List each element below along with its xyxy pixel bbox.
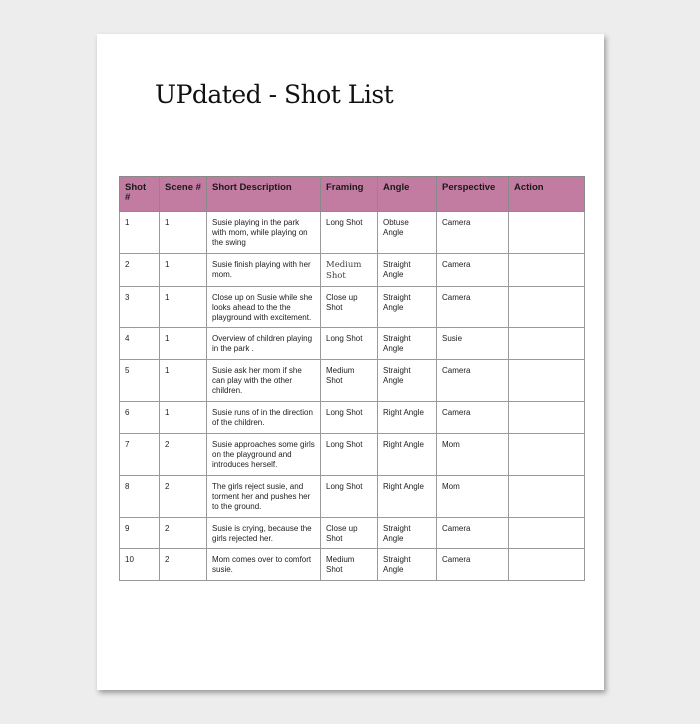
document-page — [97, 34, 604, 690]
table-row — [120, 402, 585, 434]
cell-scene: 1 — [160, 212, 207, 254]
cell-framing: Medium Shot — [321, 254, 378, 287]
cell-description: Susie playing in the park with mom, while playing on the swing — [207, 212, 321, 254]
cell-perspective: Camera — [437, 254, 509, 287]
cell-framing: Long Shot — [321, 434, 378, 476]
table-row — [120, 476, 585, 518]
cell-scene: 2 — [160, 549, 207, 581]
cell-framing: Medium Shot — [321, 549, 378, 581]
cell-angle: Straight Angle — [378, 518, 437, 549]
cell-shot: 9 — [120, 518, 160, 549]
cell-description: Susie ask her mom if she can play with the other children. — [207, 360, 321, 402]
cell-action — [509, 402, 585, 434]
table-row — [120, 254, 585, 287]
cell-description: Overview of children playing in the park . — [207, 328, 321, 360]
cell-action — [509, 328, 585, 360]
document-title: UPdated - Shot List — [155, 80, 394, 109]
table-header-row — [120, 177, 585, 212]
header-scene: Scene # — [160, 177, 207, 212]
cell-perspective: Camera — [437, 360, 509, 402]
cell-angle: Straight Angle — [378, 254, 437, 287]
cell-action — [509, 287, 585, 328]
cell-framing: Long Shot — [321, 328, 378, 360]
cell-action — [509, 254, 585, 287]
cell-scene: 1 — [160, 328, 207, 360]
cell-angle: Right Angle — [378, 434, 437, 476]
cell-angle: Straight Angle — [378, 287, 437, 328]
cell-shot: 1 — [120, 212, 160, 254]
cell-framing: Long Shot — [321, 402, 378, 434]
cell-scene: 2 — [160, 518, 207, 549]
cell-framing: Long Shot — [321, 212, 378, 254]
table-row — [120, 549, 585, 581]
cell-action — [509, 476, 585, 518]
cell-perspective: Susie — [437, 328, 509, 360]
cell-angle: Straight Angle — [378, 360, 437, 402]
table-row — [120, 360, 585, 402]
cell-scene: 1 — [160, 254, 207, 287]
cell-description: Susie runs of in the direction of the children. — [207, 402, 321, 434]
cell-scene: 2 — [160, 434, 207, 476]
table-row — [120, 434, 585, 476]
table-row — [120, 287, 585, 328]
cell-description: Mom comes over to comfort susie. — [207, 549, 321, 581]
cell-perspective: Camera — [437, 518, 509, 549]
cell-description: Susie is crying, because the girls rejected her. — [207, 518, 321, 549]
cell-framing: Close up Shot — [321, 287, 378, 328]
cell-shot: 3 — [120, 287, 160, 328]
header-action: Action — [509, 177, 585, 212]
cell-action — [509, 212, 585, 254]
cell-action — [509, 434, 585, 476]
cell-description: Susie approaches some girls on the playground and introduces herself. — [207, 434, 321, 476]
cell-scene: 1 — [160, 287, 207, 328]
table-row — [120, 328, 585, 360]
cell-action — [509, 518, 585, 549]
cell-angle: Straight Angle — [378, 549, 437, 581]
cell-description: The girls reject susie, and torment her and pushes her to the ground. — [207, 476, 321, 518]
cell-action — [509, 360, 585, 402]
cell-description: Susie finish playing with her mom. — [207, 254, 321, 287]
cell-framing: Close up Shot — [321, 518, 378, 549]
cell-angle: Right Angle — [378, 402, 437, 434]
cell-angle: Right Angle — [378, 476, 437, 518]
cell-description: Close up on Susie while she looks ahead to the the playground with excitement. — [207, 287, 321, 328]
header-description: Short Description — [207, 177, 321, 212]
header-shot: Shot # — [120, 177, 160, 212]
cell-action — [509, 549, 585, 581]
cell-framing: Long Shot — [321, 476, 378, 518]
cell-shot: 8 — [120, 476, 160, 518]
cell-perspective: Mom — [437, 434, 509, 476]
cell-scene: 1 — [160, 402, 207, 434]
cell-perspective: Mom — [437, 476, 509, 518]
cell-angle: Straight Angle — [378, 328, 437, 360]
cell-perspective: Camera — [437, 549, 509, 581]
cell-shot: 2 — [120, 254, 160, 287]
cell-shot: 7 — [120, 434, 160, 476]
header-perspective: Perspective — [437, 177, 509, 212]
shot-list-table — [119, 176, 585, 581]
table-row — [120, 518, 585, 549]
cell-angle: Obtuse Angle — [378, 212, 437, 254]
cell-shot: 4 — [120, 328, 160, 360]
cell-perspective: Camera — [437, 402, 509, 434]
cell-perspective: Camera — [437, 212, 509, 254]
table-row — [120, 212, 585, 254]
cell-framing: Medium Shot — [321, 360, 378, 402]
header-framing: Framing — [321, 177, 378, 212]
cell-perspective: Camera — [437, 287, 509, 328]
cell-scene: 1 — [160, 360, 207, 402]
cell-shot: 6 — [120, 402, 160, 434]
cell-shot: 5 — [120, 360, 160, 402]
header-angle: Angle — [378, 177, 437, 212]
cell-shot: 10 — [120, 549, 160, 581]
cell-scene: 2 — [160, 476, 207, 518]
